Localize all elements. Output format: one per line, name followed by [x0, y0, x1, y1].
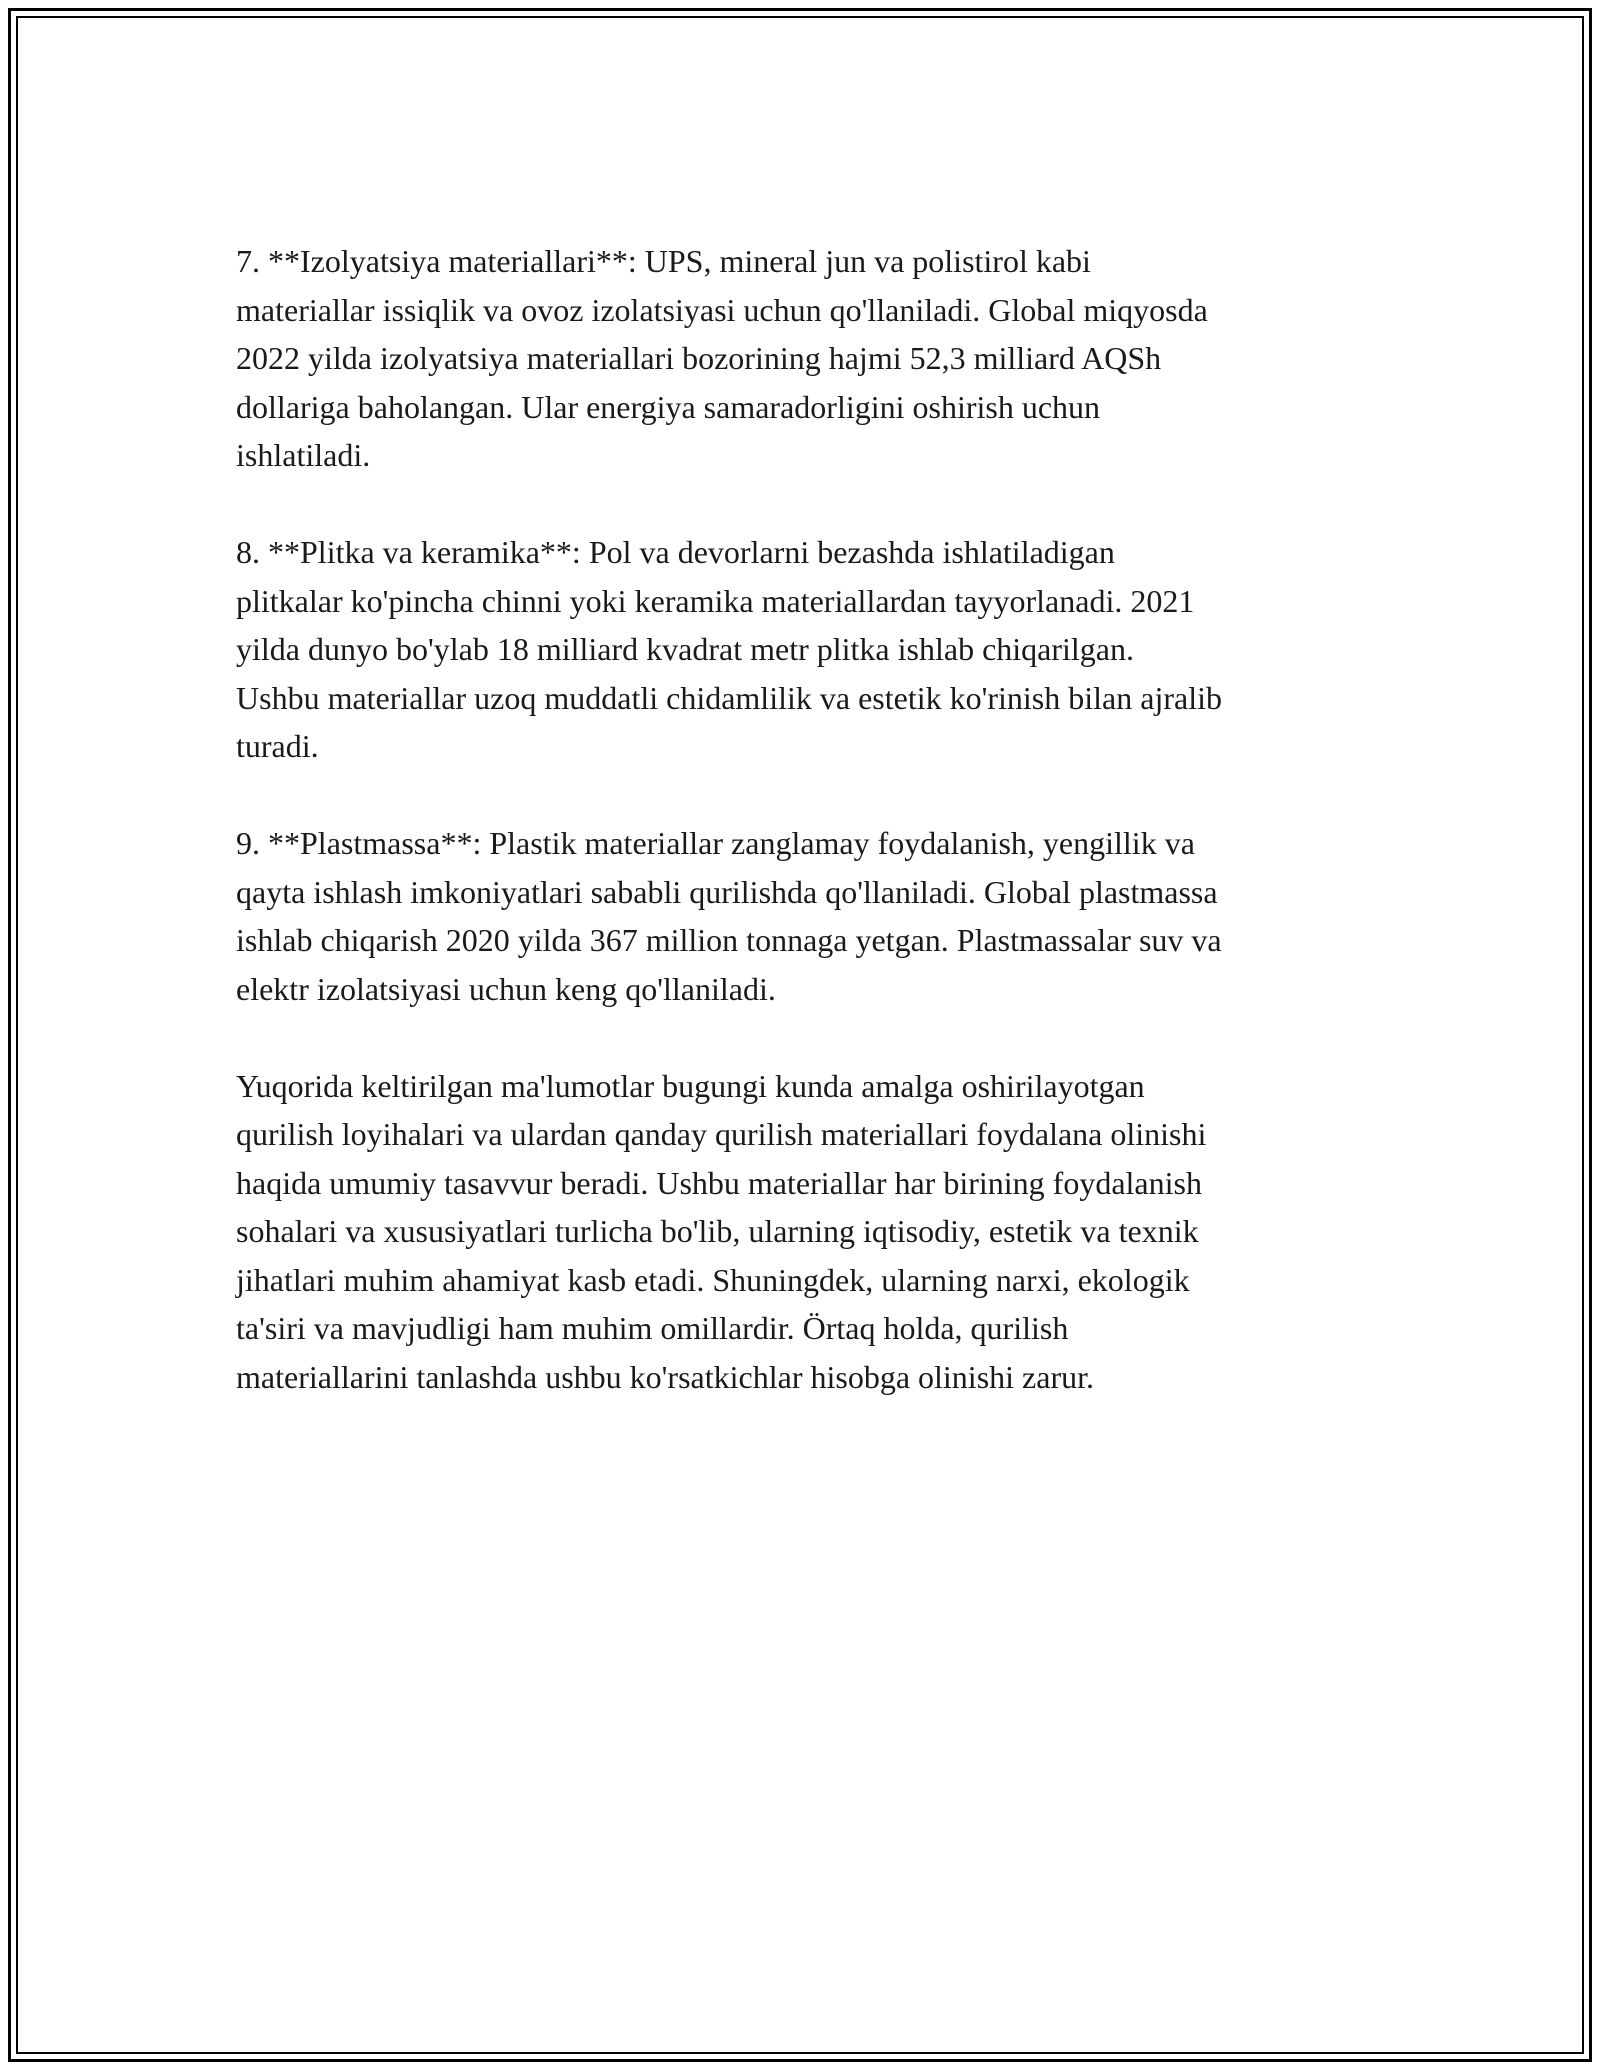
- paragraph-tiles-ceramics: 8. **Plitka va keramika**: Pol va devorlarni bezashda ishlatiladigan plitkalar ko'pincha chinni yoki keramika materiallardan tayyorlanadi. 2021 yilda dunyo bo'ylab 18 milliard kvadrat metr plitka ishlab chiqarilgan. Ushbu materiallar uzoq muddatli chidamlilik va estetik ko'rinish bilan ajralib turadi.: [236, 534, 1222, 764]
- paragraph-conclusion: Yuqorida keltirilgan ma'lumotlar bugungi kunda amalga oshirilayotgan qurilish loyihalari va ulardan qanday qurilish materiallari foydalana olinishi haqida umumiy tasavvur beradi. Ushbu materiallar har birining foydalanish sohalari va xususiyatlari turlicha bo'lib, ularning iqtisodiy, estetik va texnik jihatlari muhim ahamiyat kasb etadi. Shuningdek, ularning narxi, ekologik ta'siri va mavjudligi ham muhim omillardir. Örtaq holda, qurilish materiallarini tanlashda ushbu ko'rsatkichlar hisobga olinishi zarur.: [236, 1067, 1207, 1395]
- paragraph-insulation-materials: 7. **Izolyatsiya materiallari**: UPS, mineral jun va polistirol kabi materiallar issiqlik va ovoz izolatsiyasi uchun qo'llaniladi. Global miqyosda 2022 yilda izolyatsiya materiallari bozorining hajmi 52,3 milliard AQSh dollariga baholangan. Ular energiya samaradorligini oshirish uchun ishlatiladi.: [236, 243, 1208, 473]
- document-body: [236, 237, 1376, 1450]
- paragraph-plastics: 9. **Plastmassa**: Plastik materiallar zanglamay foydalanish, yengillik va qayta ishlash imkoniyatlari sababli qurilishda qo'llaniladi. Global plastmassa ishlab chiqarish 2020 yilda 367 million tonnaga yetgan. Plastmassalar suv va elektr izolatsiyasi uchun keng qo'llaniladi.: [236, 825, 1222, 1007]
